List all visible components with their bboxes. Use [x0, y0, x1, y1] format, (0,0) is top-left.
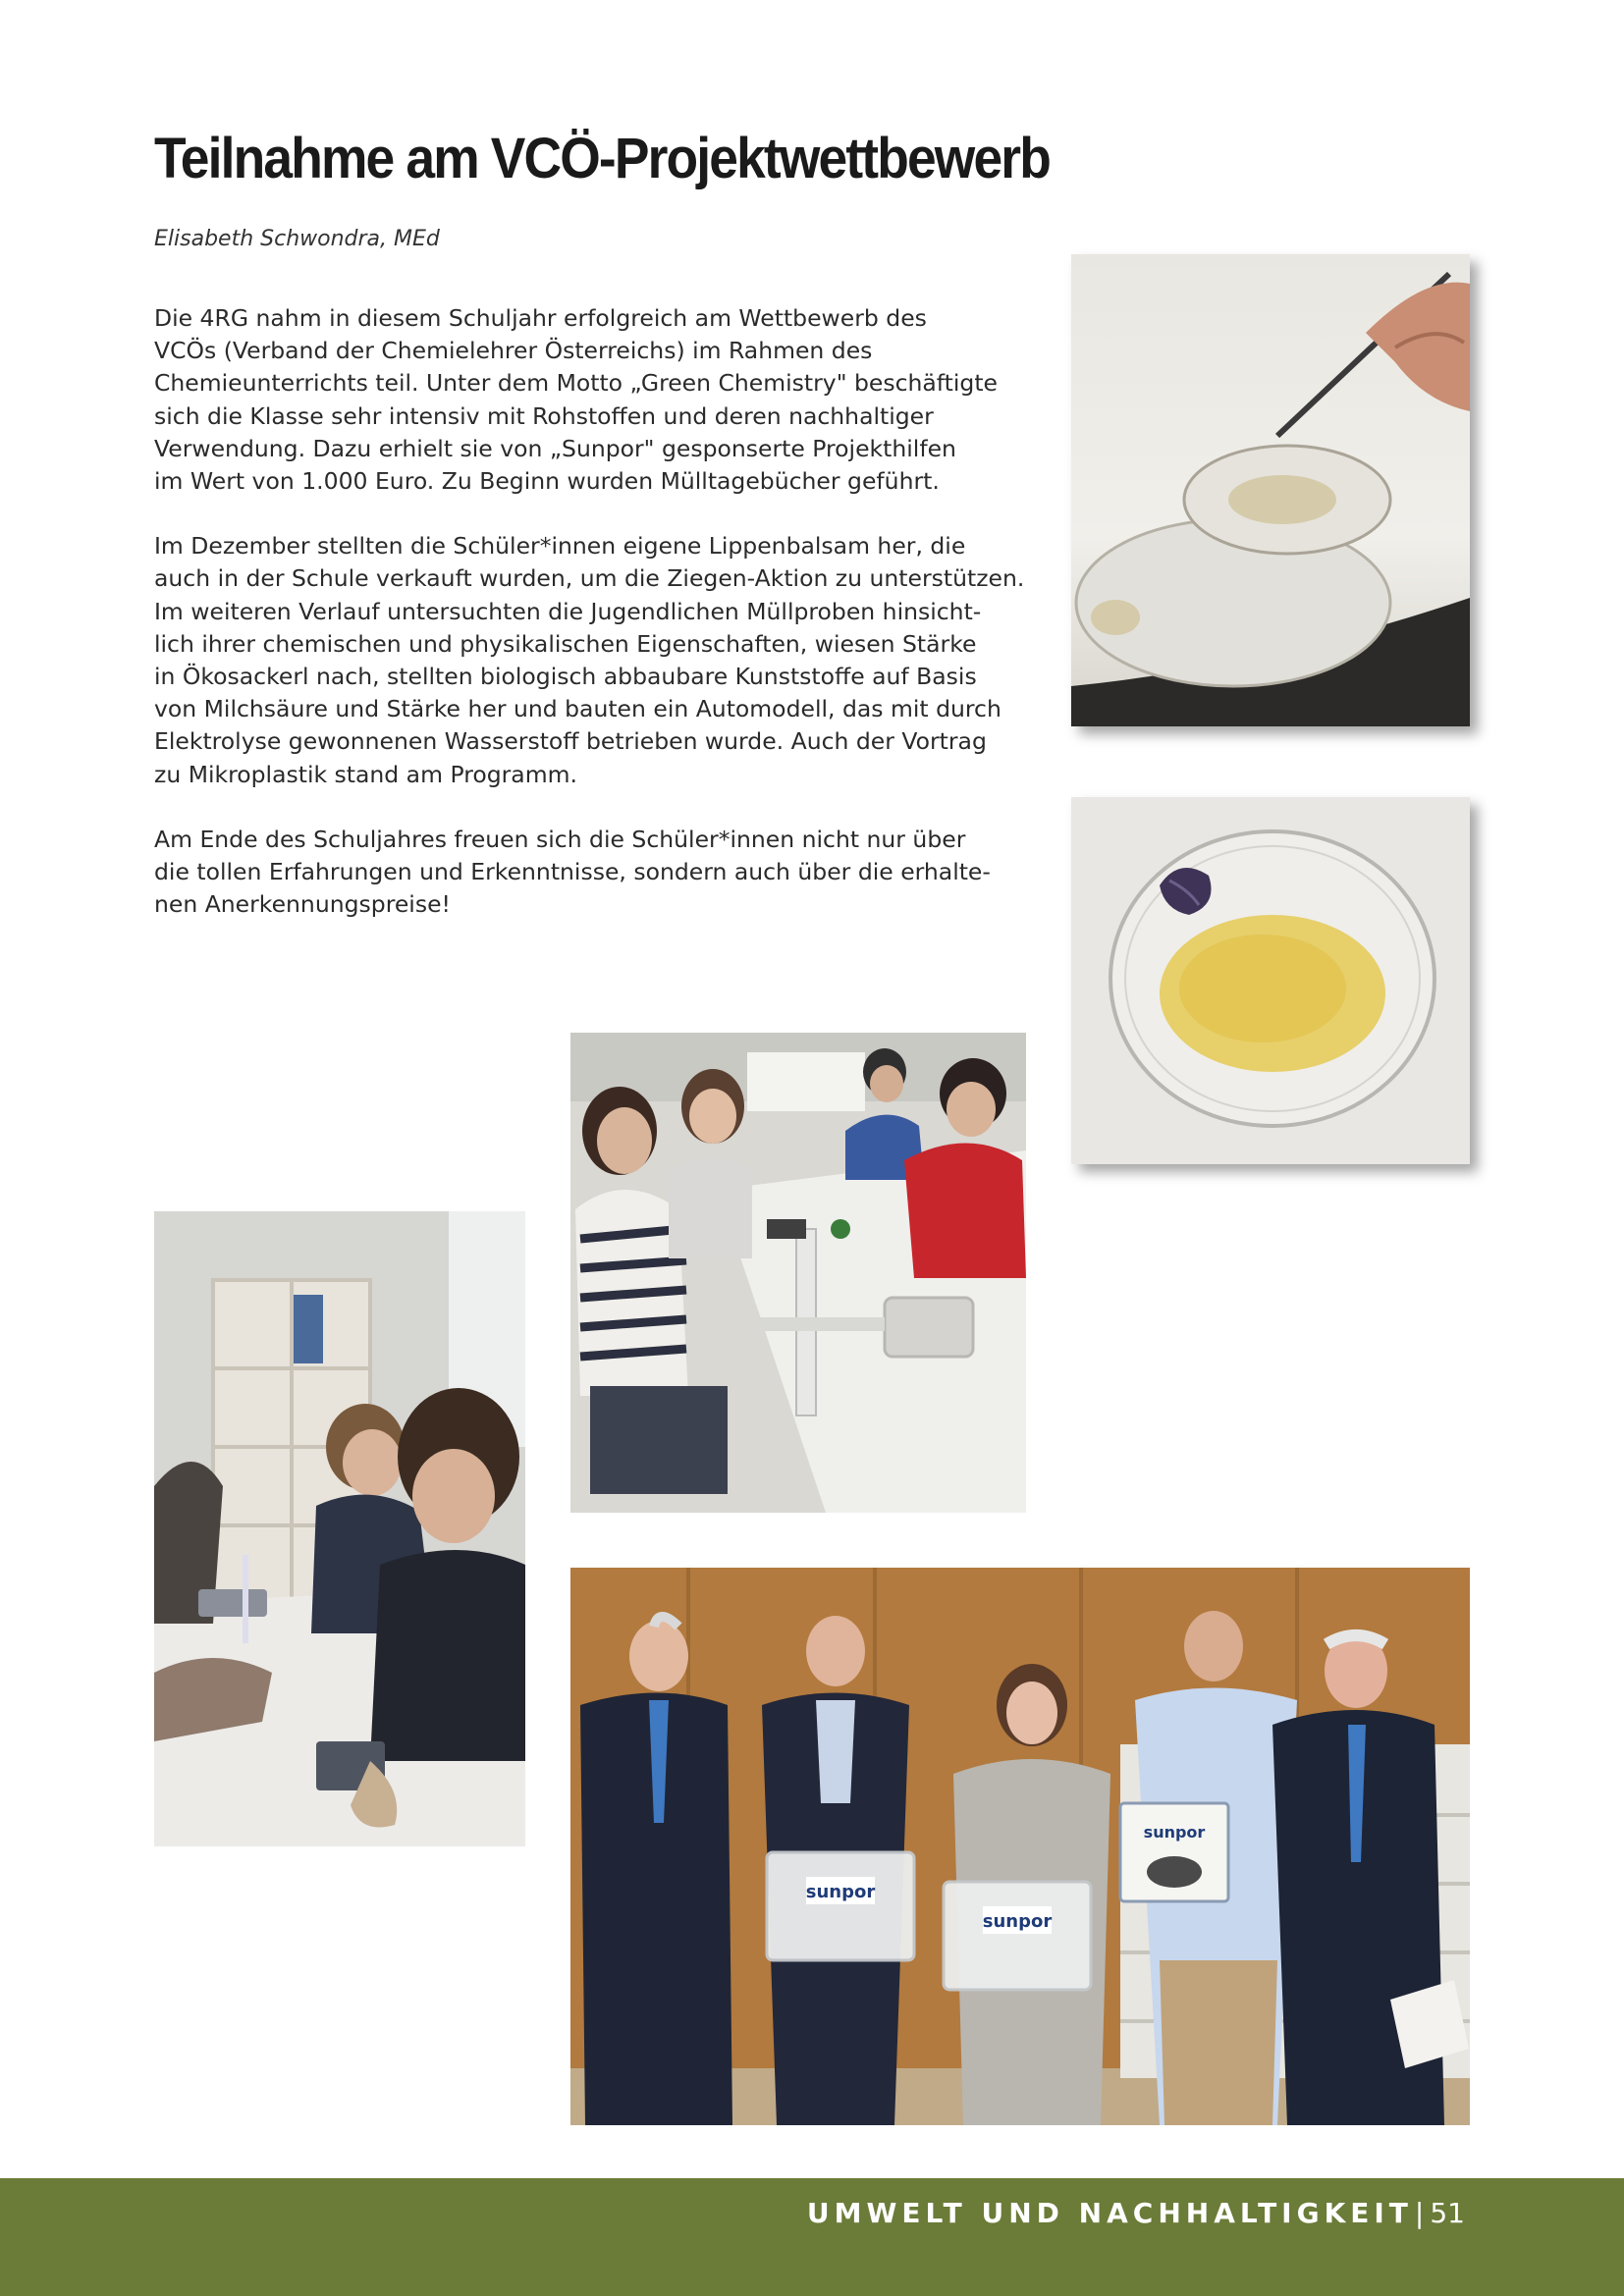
photo-students-lab-bench: [570, 1033, 1026, 1513]
photo-award-group: [570, 1568, 1470, 2125]
footer-label: [807, 2197, 1465, 2229]
footer-section-name: UMWELT UND NACHHALTIGKEIT: [806, 2197, 1413, 2229]
box-label-3: sunpor: [1143, 1823, 1206, 1842]
paragraph-activities: Im Dezember stellten die Schüler*innen eigene Lippenbalsam her, die auch in der Schule verkauft wurden, um die Ziegen-Aktion zu unterstützen. Im weiteren Verlauf untersuchten die Jugendlichen Müllproben hinsicht- lich ihrer chemischen und physikalischen Eigenschaften, wiesen Stärke in Ökosackerl nach, stellten biologisch abbaubare Kunststoffe auf Basis von Milchsäure und Stärke her und bauten ein Automodell, das mit durch Elektrolyse gewonnenen Wasserstoff betrieben wurde. Auch der Vortrag zu Mikroplastik stand am Programm.: [154, 532, 1025, 788]
photo-petri-yellow: [1071, 797, 1470, 1164]
article-title: Teilnahme am VCÖ-Projektwettbewerb: [154, 127, 1050, 190]
footer-separator: |: [1414, 2197, 1425, 2229]
photo-students-pipette: [154, 1211, 525, 1846]
paragraph-conclusion: Am Ende des Schuljahres freuen sich die Schüler*innen nicht nur über die tollen Erfahrungen und Erkenntnisse, sondern auch über die erhalte- nen Anerkennungspreise!: [154, 825, 991, 919]
footer-bar: [0, 2178, 1624, 2296]
paragraph-intro: Die 4RG nahm in diesem Schuljahr erfolgreich am Wettbewerb des VCÖs (Verband der Chemielehrer Österreichs) im Rahmen des Chemieunterrichts teil. Unter dem Motto „Green Chemistry" beschäftigte sich die Klasse sehr intensiv mit Rohstoffen und deren nachhaltiger Verwendung. Dazu erhielt sie von „Sunpor" gesponserte Projekthilfen im Wert von 1.000 Euro. Zu Beginn wurden Mülltagebücher geführt.: [154, 304, 999, 496]
page-number: 51: [1430, 2197, 1465, 2229]
article-body: [154, 302, 1038, 953]
article-author: Elisabeth Schwondra, MEd: [154, 227, 440, 251]
photo-petri-tweezers: [1071, 254, 1470, 726]
box-label-1: sunpor: [805, 1882, 876, 1902]
box-label-2: sunpor: [982, 1911, 1053, 1932]
